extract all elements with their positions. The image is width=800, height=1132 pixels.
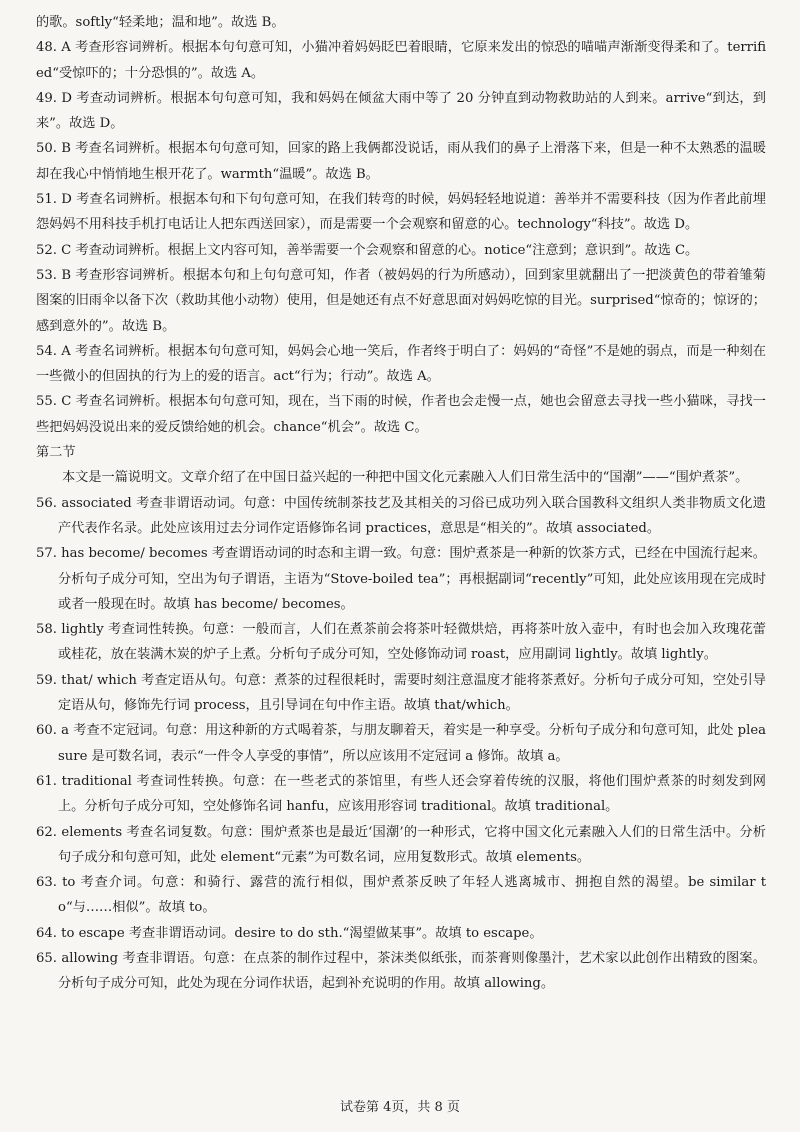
answer-62: 62. elements 考查名词复数。句意：围炉煮茶也是最近‘国潮’的一种形式，它将中国文化元素融入人们的日常生活中。分析句子成分和句意可知，此处 element“元素”为可数名词，应用复数形式。故填 elements。 bbox=[36, 824, 766, 865]
answer-55: 55. C 考查名词辨析。根据本句句意可知，现在，当下雨的时候，作者也会走慢一点，她也会留意去寻找一些小猫咪，寻找一些把妈妈没说出来的爱反馈给她的机会。chance“机会”。故选 C。 bbox=[36, 394, 766, 435]
answer-65: 65. allowing 考查非谓语。句意：在点茶的制作过程中，茶沫类似纸张，而茶膏则像墨汁，艺术家以此创作出精致的图案。分析句子成分可知，此处为现在分词作状语，起到补充说明的作用。故填 allowing。 bbox=[36, 950, 766, 992]
answer-51: 51. D 考查名词辨析。根据本句和下句句意可知，在我们转弯的时候，妈妈轻轻地说道：善举并不需要科技（因为作者此前埋怨妈妈不用科技手机打电话让人把东西送回家），而是需要一个会观察和留意的心。technology“科技”。故选 D。 bbox=[36, 192, 766, 233]
passage-summary: 本文是一篇说明文。文章介绍了在中国日益兴起的一种把中国文化元素融入人们日常生活中的“国潮”——“围炉煮茶”。 bbox=[62, 470, 749, 486]
answer-61: 61. traditional 考查词性转换。句意：在一些老式的茶馆里，有些人还会穿着传统的汉服，将他们围炉煮茶的时刻发到网上。分析句子成分可知，空处修饰名词 hanfu，应该用形容词 traditional。故填 traditional。 bbox=[36, 773, 766, 815]
paragraph-47-continued: 的歌。softly“轻柔地；温和地”。故选 B。 bbox=[36, 15, 285, 30]
answer-56: 56. associated 考查非谓语动词。句意：中国传统制茶技艺及其相关的习俗已成功列入联合国教科文组织人类非物质文化遗产代表作名录。此处应该用过去分词作定语修饰名词 practices，意思是“相关的”。故填 associated。 bbox=[36, 495, 766, 536]
answer-48: 48. A 考查形容词辨析。根据本句句意可知，小猫冲着妈妈眨巴着眼睛，它原来发出的惊恐的喵喵声渐渐变得柔和了。terrified“受惊吓的；十分恐惧的”。故选 A。 bbox=[36, 40, 766, 81]
answer-54: 54. A 考查名词辨析。根据本句句意可知，妈妈会心地一笑后，作者终于明白了：妈妈的“奇怪”不是她的弱点，而是一种刻在一些微小的但固执的行为上的爱的语言。act“行为；行动”。故选 A。 bbox=[36, 343, 766, 385]
answer-53: 53. B 考查形容词辨析。根据本句和上句句意可知，作者（被妈妈的行为所感动），回到家里就翻出了一把淡黄色的带着雏菊图案的旧雨伞以备下次（救助其他小动物）使用，但是她还有点不好意思面对妈妈吃惊的目光。surprised“惊奇的；惊讶的；感到意外的”。故选 B。 bbox=[36, 267, 766, 334]
answer-57: 57. has become/ becomes 考查谓语动词的时态和主谓一致。句意：围炉煮茶是一种新的饮茶方式，已经在中国流行起来。分析句子成分可知，空出为句子谓语，主语为“Stove-boiled tea”；再根据副词“recently”可知，此处应该用现在完成时或者一般现在时。故填 has become/ becomes。 bbox=[36, 546, 766, 612]
answer-60: 60. a 考查不定冠词。句意：用这种新的方式喝着茶，与朋友聊着天，着实是一种享受。分析句子成分和句意可知，此处 pleasure 是可数名词，表示“一件令人享受的事情”，所以应该用不定冠词 a 修饰。故填 a。 bbox=[36, 723, 766, 764]
answer-64: 64. to escape 考查非谓语动词。desire to do sth.“渴望做某事”。故填 to escape。 bbox=[36, 925, 543, 941]
answer-52: 52. C 考查动词辨析。根据上文内容可知，善举需要一个会观察和留意的心。notice“注意到；意识到”。故选 C。 bbox=[36, 242, 699, 258]
answer-63: 63. to 考查介词。句意：和骑行、露营的流行相似，围炉煮茶反映了年轻人逃离城市、拥抱自然的渴望。be similar to“与……相似”。故填 to。 bbox=[36, 875, 766, 916]
page-footer: 试卷第 4页，共 8 页 bbox=[340, 1100, 460, 1115]
section-heading: 第二节 bbox=[36, 445, 76, 461]
answer-50: 50. B 考查名词辨析。根据本句句意可知，回家的路上我俩都没说话，雨从我们的鼻子上滑落下来，但是一种不太熟悉的温暖却在我心中悄悄地生根开花了。warmth“温暖”。故选 B。 bbox=[36, 141, 766, 182]
answer-49: 49. D 考查动词辨析。根据本句句意可知，我和妈妈在倾盆大雨中等了 20 分钟直到动物救助站的人到来。arrive“到达，到来”。故选 D。 bbox=[36, 90, 766, 132]
answer-59: 59. that/ which 考查定语从句。句意：煮茶的过程很耗时，需要时刻注意温度才能将茶煮好。分析句子成分可知，空处引导定语从句，修饰先行词 process，且引导词在句中作主语。故填 that/which。 bbox=[36, 672, 766, 714]
answer-58: 58. lightly 考查词性转换。句意：一般而言，人们在煮茶前会将茶叶轻微烘焙，再将茶叶放入壶中，有时也会加入玫瑰花蕾或桂花，放在装满木炭的炉子上煮。分析句子成分可知，空处修饰动词 roast，应用副词 lightly。故填 lightly。 bbox=[36, 622, 766, 663]
